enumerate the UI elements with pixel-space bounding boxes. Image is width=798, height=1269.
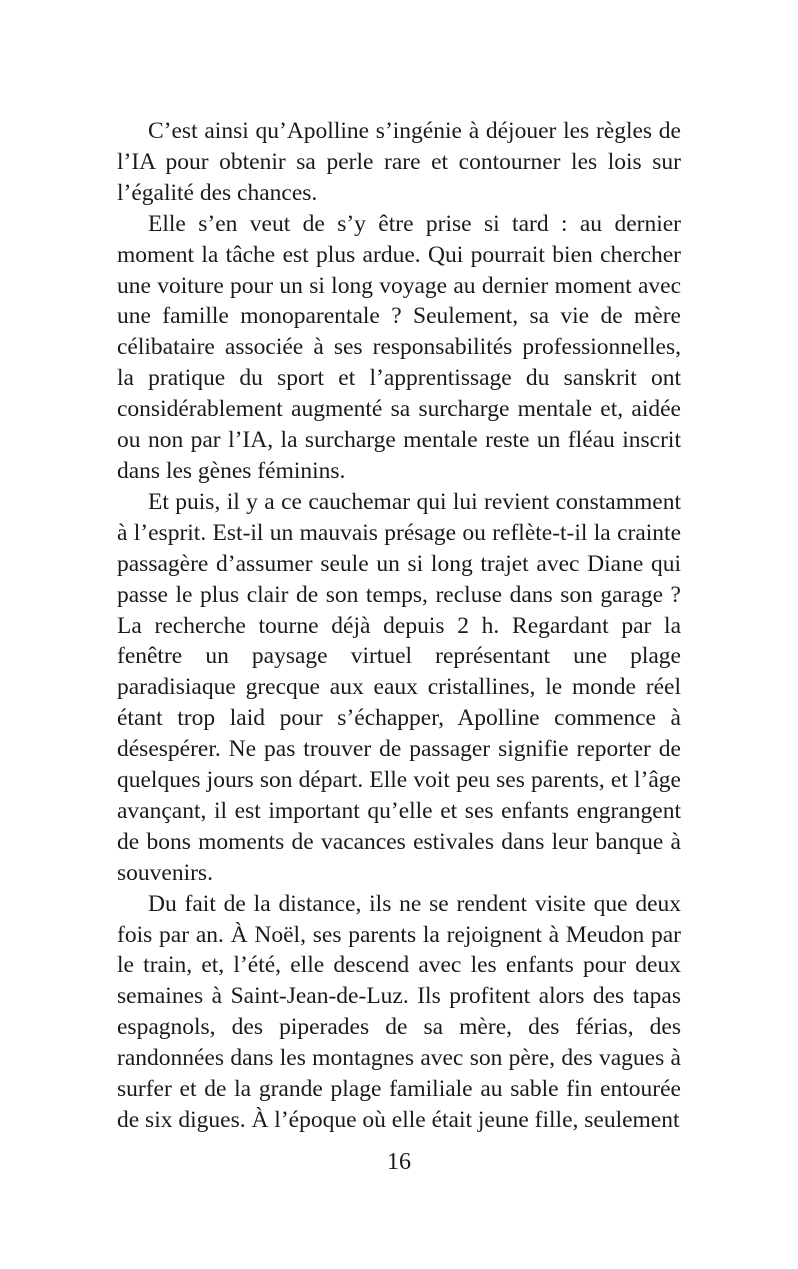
page-body <box>117 116 681 1136</box>
paragraph: Et puis, il y a ce cauchemar qui lui revient constamment à l’esprit. Est-il un mauvais présage ou reflète-t-il la crainte passagère d’assumer seule un si long trajet avec Diane qui passe le plus clair de son temps, recluse dans son garage ? La recherche tourne déjà depuis 2 h. Regardant par la fenêtre un paysage virtuel représentant une plage paradisiaque grecque aux eaux cristallines, le monde réel étant trop laid pour s’échapper, Apolline commence à désespérer. Ne pas trouver de passager signifie reporter de quelques jours son départ. Elle voit peu ses parents, et l’âge avançant, il est important qu’elle et ses enfants engrangent de bons moments de vacances estivales dans leur banque à souvenirs. <box>117 488 681 886</box>
paragraph: Du fait de la distance, ils ne se rendent visite que deux fois par an. À Noël, ses parents la rejoignent à Meudon par le train, et, l’été, elle descend avec les enfants pour deux semaines à Saint-Jean-de-Luz. Ils profitent alors des tapas espagnols, des piperades de sa mère, des férias, des randonnées dans les montagnes avec son père, des vagues à surfer et de la grande plage familiale au sable fin entourée de six digues. À l’époque où elle était jeune fille, seulement <box>117 890 681 1133</box>
paragraph: C’est ainsi qu’Apolline s’ingénie à déjouer les règles de l’IA pour obtenir sa perle rare et contourner les lois sur l’égalité des chances. <box>117 118 681 206</box>
paragraph: Elle s’en veut de s’y être prise si tard : au dernier moment la tâche est plus ardue. Qui pourrait bien chercher une voiture pour un si long voyage au dernier moment avec une famille monoparentale ? Seulement, sa vie de mère célibataire associée à ses responsabilités professionnelles, la pratique du sport et l’apprentissage du sanskrit ont considérablement augmenté sa surcharge mentale et, aidée ou non par l’IA, la surcharge mentale reste un fléau inscrit dans les gènes féminins. <box>117 210 681 484</box>
page-number: 16 <box>387 1149 411 1175</box>
